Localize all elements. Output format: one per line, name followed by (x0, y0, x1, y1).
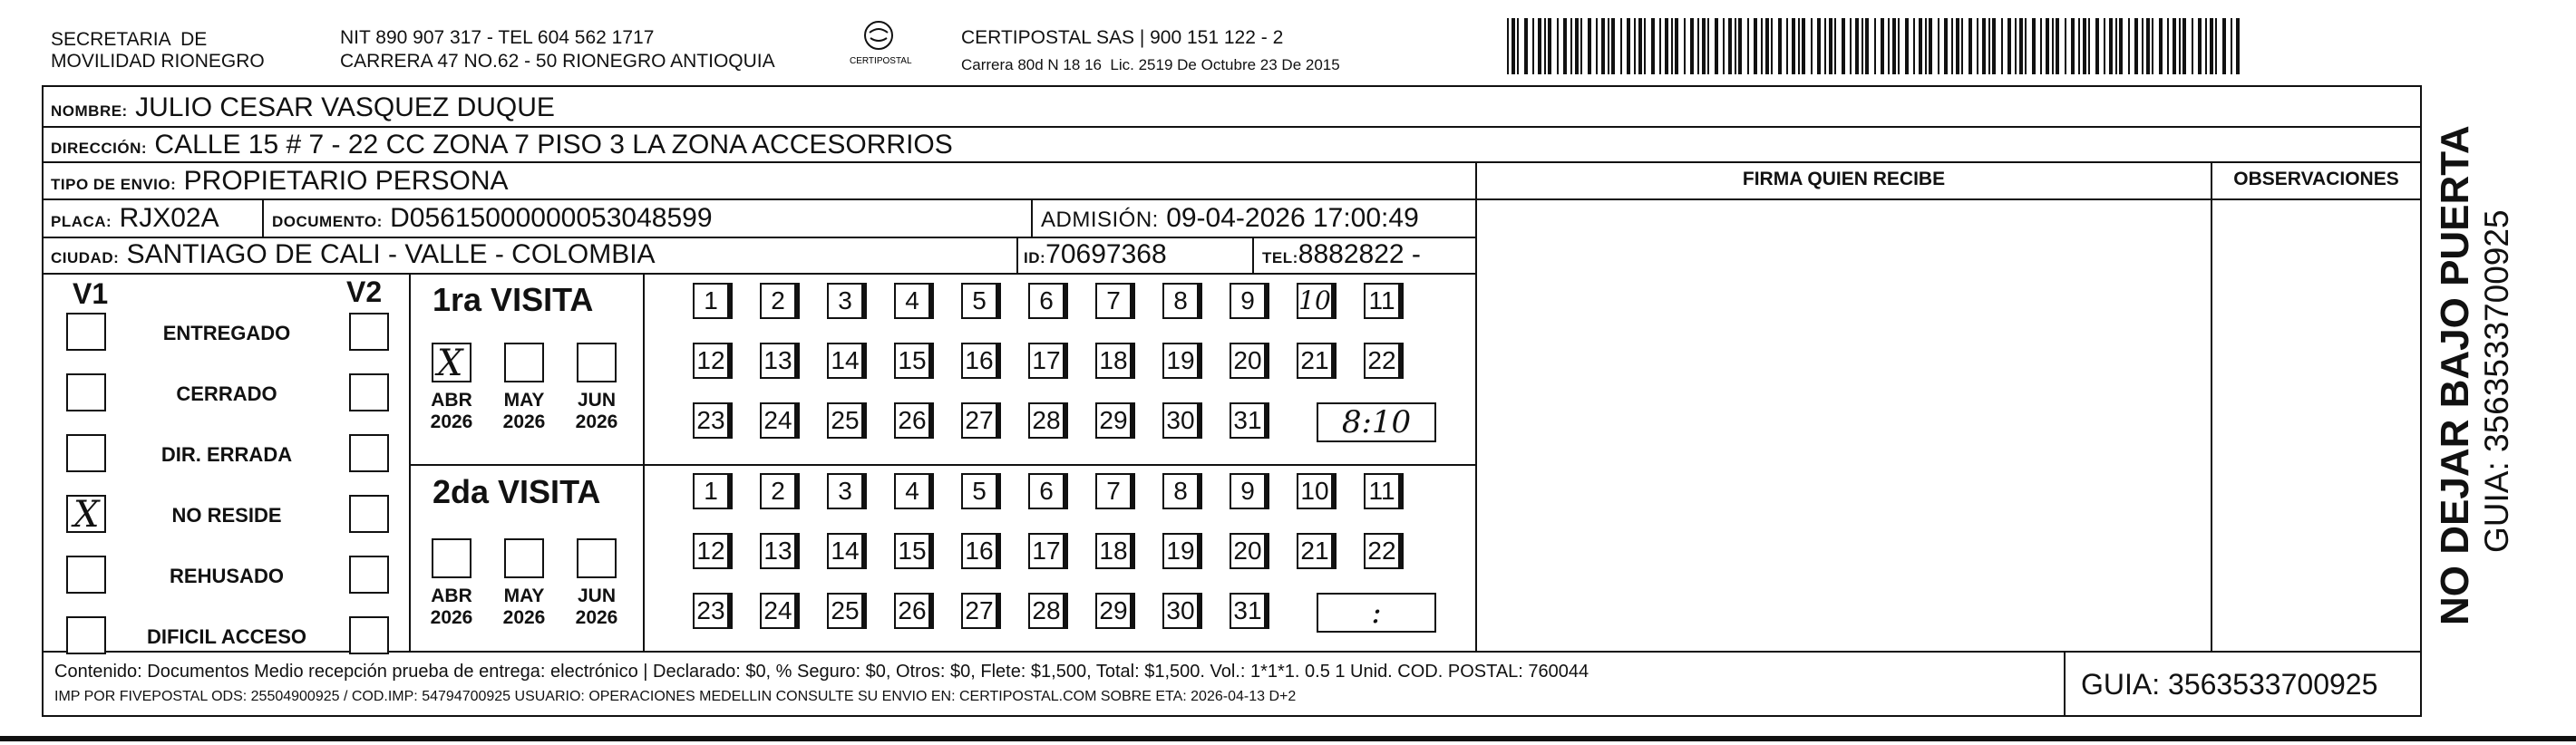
id-row: ID:70697368 (1024, 239, 1167, 269)
day-box[interactable]: 25 (827, 402, 863, 439)
day-box[interactable]: 30 (1162, 593, 1199, 629)
day-box[interactable]: 24 (760, 402, 796, 439)
day-box[interactable]: 14 (827, 343, 863, 379)
barcode-bar (1532, 18, 1534, 74)
day-box[interactable]: 16 (961, 533, 997, 569)
barcode-bar (1761, 18, 1763, 74)
barcode-bar (1608, 18, 1609, 74)
day-box[interactable]: 10 (1297, 283, 1333, 319)
month-label: MAY 2026 (502, 390, 546, 432)
day-box[interactable]: 26 (894, 593, 930, 629)
check-mark: X (437, 343, 463, 384)
barcode-bar (2083, 18, 2086, 74)
day-box[interactable]: 28 (1028, 402, 1064, 439)
barcode-bar (1738, 18, 1742, 74)
barcode-bar (1728, 18, 1732, 74)
barcode-bar (1548, 18, 1551, 74)
day-box[interactable]: 8 (1162, 473, 1199, 509)
day-box[interactable]: 17 (1028, 343, 1064, 379)
day-box[interactable]: 18 (1095, 343, 1132, 379)
barcode-bar (2134, 18, 2138, 74)
day-box[interactable]: 30 (1162, 402, 1199, 439)
month-checkbox[interactable] (432, 343, 471, 382)
barcode-bar (2115, 18, 2117, 74)
barcode-bar (2179, 18, 2181, 74)
v1-checkbox[interactable] (66, 434, 106, 472)
month-label: JUN 2026 (575, 585, 618, 628)
barcode-bar (1512, 18, 1515, 74)
day-box[interactable]: 8 (1162, 283, 1199, 319)
barcode-bar (1707, 18, 1709, 74)
barcode-bar (1544, 18, 1546, 74)
barcode-bar (2128, 18, 2130, 74)
barcode-bar (1575, 18, 1579, 74)
day-box[interactable]: 6 (1028, 283, 1064, 319)
day-box[interactable]: 19 (1162, 533, 1199, 569)
day-box[interactable]: 26 (894, 402, 930, 439)
day-box[interactable]: 14 (827, 533, 863, 569)
month-checkbox[interactable] (577, 343, 617, 382)
v2-checkbox[interactable] (349, 313, 389, 351)
v2-checkbox[interactable] (349, 373, 389, 411)
barcode-bar (1659, 18, 1661, 74)
recipient-name: JULIO CESAR VASQUEZ DUQUE (135, 92, 555, 122)
barcode-bar (1968, 18, 1972, 74)
barcode-bar (2065, 18, 2066, 74)
barcode-bar (2001, 18, 2003, 74)
barcode-bar (2222, 18, 2226, 74)
barcode-bar (1620, 18, 1622, 74)
barcode-bar (2231, 18, 2232, 74)
day-box[interactable]: 13 (760, 343, 796, 379)
barcode-bar (2159, 18, 2163, 74)
org-name-line2: MOVILIDAD RIONEGRO (51, 51, 265, 72)
status-label: DIR. ERRADA (160, 443, 293, 466)
barcode-bar (2078, 18, 2080, 74)
barcode-bar (1913, 18, 1915, 74)
status-label: CERRADO (176, 382, 277, 405)
side-warning: NO DEJAR BAJO PUERTA (2433, 125, 2477, 625)
footer-guide: GUIA: 3563533700925 (2081, 668, 2378, 701)
barcode-bar (2056, 18, 2059, 74)
barcode-bar (1834, 18, 1836, 74)
month-checkbox[interactable] (432, 538, 471, 578)
barcode-bar (2095, 18, 2099, 74)
day-box[interactable]: 1 (693, 473, 729, 509)
month-label: MAY 2026 (502, 585, 546, 628)
barcode-bar (1563, 18, 1567, 74)
tel-value: 8882822 - (1298, 239, 1421, 269)
barcode-bar (1905, 18, 1909, 74)
day-box[interactable]: 9 (1230, 283, 1266, 319)
barcode-bar (1651, 18, 1655, 74)
barcode-bar (1697, 18, 1699, 74)
barcode-bar (2215, 18, 2217, 74)
day-box[interactable]: 2 (760, 473, 796, 509)
month-checkbox[interactable] (504, 538, 544, 578)
barcode-bar (2046, 18, 2049, 74)
id-value: 70697368 (1045, 239, 1167, 269)
day-box[interactable]: 15 (894, 533, 930, 569)
barcode-bar (1944, 18, 1948, 74)
barcode-bar (1580, 18, 1582, 74)
barcode-bar (2040, 18, 2042, 74)
second-visit-time[interactable]: : (1317, 593, 1436, 633)
day-box[interactable]: 27 (961, 593, 997, 629)
barcode-bar (2210, 18, 2213, 74)
barcode-bar (1925, 18, 1927, 74)
barcode-bar (2236, 18, 2240, 74)
barcode-bar (1961, 18, 1963, 74)
barcode-bar (1862, 18, 1863, 74)
barcode-bar (1956, 18, 1959, 74)
barcode-bar (1919, 18, 1922, 74)
month-checkbox[interactable] (504, 343, 544, 382)
barcode-bar (1596, 18, 1598, 74)
barcode-bar (1982, 18, 1986, 74)
v1-checkbox[interactable] (66, 494, 106, 536)
v1-label: V1 (73, 277, 109, 310)
day-box[interactable]: 4 (894, 283, 930, 319)
barcode-bar (1507, 18, 1509, 74)
v1-checkbox[interactable] (66, 616, 106, 654)
barcode-bar (1929, 18, 1932, 74)
barcode-bar (1786, 18, 1788, 74)
barcode-bar (2032, 18, 2036, 74)
barcode-bar (1634, 18, 1636, 74)
v1-checkbox[interactable] (66, 313, 106, 351)
barcode-bar (1951, 18, 1953, 74)
barcode-bar (2025, 18, 2027, 74)
barcode-bar (1888, 18, 1890, 74)
day-box[interactable]: 13 (760, 533, 796, 569)
barcode-bar (1771, 18, 1773, 74)
plate-row: PLACA: RJX02A (51, 203, 219, 233)
barcode-bar (2146, 18, 2150, 74)
day-box[interactable]: 12 (693, 343, 729, 379)
svg-text:CERTIPOSTAL: CERTIPOSTAL (850, 56, 912, 66)
barcode-bar (1850, 18, 1852, 74)
day-box[interactable]: 17 (1028, 533, 1064, 569)
day-box[interactable]: 5 (961, 283, 997, 319)
v2-checkbox[interactable] (349, 616, 389, 654)
barcode-bar (1723, 18, 1725, 74)
barcode-bar (1644, 18, 1646, 74)
day-box[interactable]: 28 (1028, 593, 1064, 629)
day-box[interactable]: 16 (961, 343, 997, 379)
day-box[interactable]: 29 (1095, 593, 1132, 629)
barcode-bar (1638, 18, 1642, 74)
barcode-bar (1570, 18, 1572, 74)
barcode-bar (2019, 18, 2023, 74)
day-box[interactable]: 7 (1095, 473, 1132, 509)
admission-value: 09-04-2026 17:00:49 (1166, 203, 1419, 233)
barcode-bar (2007, 18, 2011, 74)
barcode-bar (1601, 18, 1605, 74)
barcode-bar (2119, 18, 2123, 74)
day-box[interactable]: 23 (693, 402, 729, 439)
admission-row: ADMISIÓN: 09-04-2026 17:00:49 (1041, 203, 1419, 233)
barcode-bar (1811, 18, 1813, 74)
barcode-bar (1992, 18, 1996, 74)
status-label: REHUSADO (170, 565, 284, 587)
courier-line2: Carrera 80d N 18 16 Lic. 2519 De Octubre 23 De 2015 (961, 56, 1340, 73)
shipping-type-row: TIPO DE ENVIO: PROPIETARIO PERSONA (51, 166, 509, 196)
day-box[interactable]: 11 (1364, 473, 1400, 509)
barcode-bar (1792, 18, 1795, 74)
v1-checkbox[interactable] (66, 556, 106, 594)
day-box[interactable]: 23 (693, 593, 729, 629)
day-box[interactable]: 20 (1230, 343, 1266, 379)
barcode-bar (1671, 18, 1673, 74)
day-box[interactable]: 7 (1095, 283, 1132, 319)
barcode-bar (1684, 18, 1686, 74)
check-mark: X (73, 494, 100, 536)
barcode-bar (1802, 18, 1805, 74)
v2-checkbox[interactable] (349, 556, 389, 594)
second-visit-title: 2da VISITA (433, 473, 601, 510)
contents-line: Contenido: Documentos Medio recepción prueba de entrega: electrónico | Declarado: $0, % Seguro: $0, Otros: $0, Flete: $1,500, Total: $1,500. Vol.: 1*1*1. 0.5 1 Unid. COD. POSTAL: 760044 (54, 662, 1589, 682)
barcode-bar (1817, 18, 1821, 74)
recipient-name-row: NOMBRE: JULIO CESAR VASQUEZ DUQUE (51, 92, 555, 122)
plate-value: RJX02A (119, 203, 219, 233)
day-box[interactable]: 20 (1230, 533, 1266, 569)
barcode-bar (1690, 18, 1694, 74)
month-label: ABR 2026 (430, 585, 473, 628)
barcode-bar (1778, 18, 1782, 74)
day-box[interactable]: 9 (1230, 473, 1266, 509)
barcode-bar (1747, 18, 1749, 74)
barcode-bar (1627, 18, 1630, 74)
day-box[interactable]: 25 (827, 593, 863, 629)
barcode-bar (1938, 18, 1939, 74)
city-row: CIUDAD: SANTIAGO DE CALI - VALLE - COLOMBIA (51, 239, 656, 269)
day-box[interactable]: 22 (1364, 533, 1400, 569)
day-box[interactable]: 21 (1297, 343, 1333, 379)
barcode-bar (1977, 18, 1978, 74)
barcode (1503, 11, 2245, 80)
barcode-bar (1715, 18, 1718, 74)
day-box[interactable]: 31 (1230, 402, 1266, 439)
first-visit-title: 1ra VISITA (433, 281, 594, 318)
day-box[interactable]: 3 (827, 473, 863, 509)
day-box[interactable]: 19 (1162, 343, 1199, 379)
barcode-bar (1735, 18, 1736, 74)
side-guide: GUIA: 3563533700925 (2478, 209, 2515, 553)
barcode-bar (1611, 18, 1615, 74)
page-bottom-border (0, 736, 2576, 741)
day-box[interactable]: 4 (894, 473, 930, 509)
barcode-bar (1517, 18, 1519, 74)
day-box[interactable]: 31 (1230, 593, 1266, 629)
barcode-bar (1865, 18, 1869, 74)
barcode-bar (2088, 18, 2090, 74)
v2-checkbox[interactable] (349, 495, 389, 533)
certipostal-logo (848, 18, 957, 73)
recipient-address: CALLE 15 # 7 - 22 CC ZONA 7 PISO 3 LA ZONA ACCESORRIOS (154, 130, 953, 160)
day-box[interactable]: 6 (1028, 473, 1064, 509)
month-label: ABR 2026 (430, 390, 473, 432)
barcode-bar (1765, 18, 1769, 74)
barcode-bar (1665, 18, 1668, 74)
day-box[interactable]: 2 (760, 283, 796, 319)
print-info-line: IMP POR FIVEPOSTAL ODS: 25504900925 / COD.IMP: 54794700925 USUARIO: OPERACIONES MEDELLIN CONSULTE SU ENVIO EN: CERTIPOSTAL.COM SOBRE ETA: 2026-04-13 D+2 (54, 689, 1297, 704)
month-label: JUN 2026 (575, 390, 618, 432)
v2-label: V2 (346, 276, 383, 308)
barcode-bar (2198, 18, 2202, 74)
day-box[interactable]: 3 (827, 283, 863, 319)
barcode-bar (1842, 18, 1845, 74)
barcode-bar (1892, 18, 1896, 74)
courier-line1: CERTIPOSTAL SAS | 900 151 122 - 2 (961, 27, 1284, 48)
org-contact-line1: NIT 890 907 317 - TEL 604 562 1717 (340, 27, 655, 48)
barcode-bar (2205, 18, 2207, 74)
day-box[interactable]: 21 (1297, 533, 1333, 569)
tel-row: TEL:8882822 - (1262, 239, 1421, 269)
barcode-bar (2192, 18, 2193, 74)
day-box[interactable]: 10 (1297, 473, 1333, 509)
barcode-bar (1675, 18, 1678, 74)
status-label: ENTREGADO (162, 322, 291, 344)
barcode-bar (1557, 18, 1559, 74)
day-box[interactable]: 12 (693, 533, 729, 569)
barcode-bar (2104, 18, 2105, 74)
signature-header: FIRMA QUIEN RECIBE (1742, 169, 1946, 189)
month-checkbox[interactable] (577, 538, 617, 578)
barcode-bar (1988, 18, 1990, 74)
day-box[interactable]: 1 (693, 283, 729, 319)
barcode-bar (1824, 18, 1826, 74)
v2-checkbox[interactable] (349, 434, 389, 472)
day-box[interactable]: 15 (894, 343, 930, 379)
barcode-bar (2109, 18, 2113, 74)
recipient-address-row: DIRECCIÓN: CALLE 15 # 7 - 22 CC ZONA 7 PISO 3 LA ZONA ACCESORRIOS (51, 130, 953, 160)
barcode-bar (1898, 18, 1900, 74)
document-value: D05615000000053048599 (390, 203, 713, 233)
shipping-type: PROPIETARIO PERSONA (183, 166, 509, 196)
day-box[interactable]: 18 (1095, 533, 1132, 569)
status-label: NO RESIDE (171, 504, 282, 527)
barcode-bar (2173, 18, 2176, 74)
city-value: SANTIAGO DE CALI - VALLE - COLOMBIA (126, 239, 656, 269)
barcode-bar (2152, 18, 2153, 74)
first-visit-time[interactable]: 8:10 (1317, 402, 1436, 442)
document-row: DOCUMENTO: D05615000000053048599 (272, 203, 713, 233)
barcode-bar (2071, 18, 2075, 74)
status-label: DIFICIL ACCESO (146, 625, 306, 648)
day-box[interactable]: 22 (1364, 343, 1400, 379)
observations-header: OBSERVACIONES (2233, 169, 2399, 189)
barcode-bar (1524, 18, 1528, 74)
day-box[interactable]: 5 (961, 473, 997, 509)
barcode-bar (2167, 18, 2169, 74)
barcode-bar (2052, 18, 2054, 74)
barcode-bar (2142, 18, 2143, 74)
barcode-bar (1855, 18, 1859, 74)
barcode-bar (1881, 18, 1884, 74)
org-contact-line2: CARRERA 47 NO.62 - 50 RIONEGRO ANTIOQUIA (340, 51, 775, 72)
barcode-bar (1538, 18, 1541, 74)
org-name-line1: SECRETARIA DE (51, 29, 208, 50)
barcode-bar (1754, 18, 1757, 74)
day-box[interactable]: 11 (1364, 283, 1400, 319)
barcode-bar (1588, 18, 1591, 74)
day-box[interactable]: 29 (1095, 402, 1132, 439)
barcode-bar (1829, 18, 1832, 74)
barcode-bar (1798, 18, 1800, 74)
barcode-bar (2182, 18, 2186, 74)
barcode-bar (2015, 18, 2017, 74)
barcode-bar (1702, 18, 1706, 74)
day-box[interactable]: 24 (760, 593, 796, 629)
barcode-bar (1874, 18, 1876, 74)
v1-checkbox[interactable] (66, 373, 106, 411)
day-box[interactable]: 27 (961, 402, 997, 439)
